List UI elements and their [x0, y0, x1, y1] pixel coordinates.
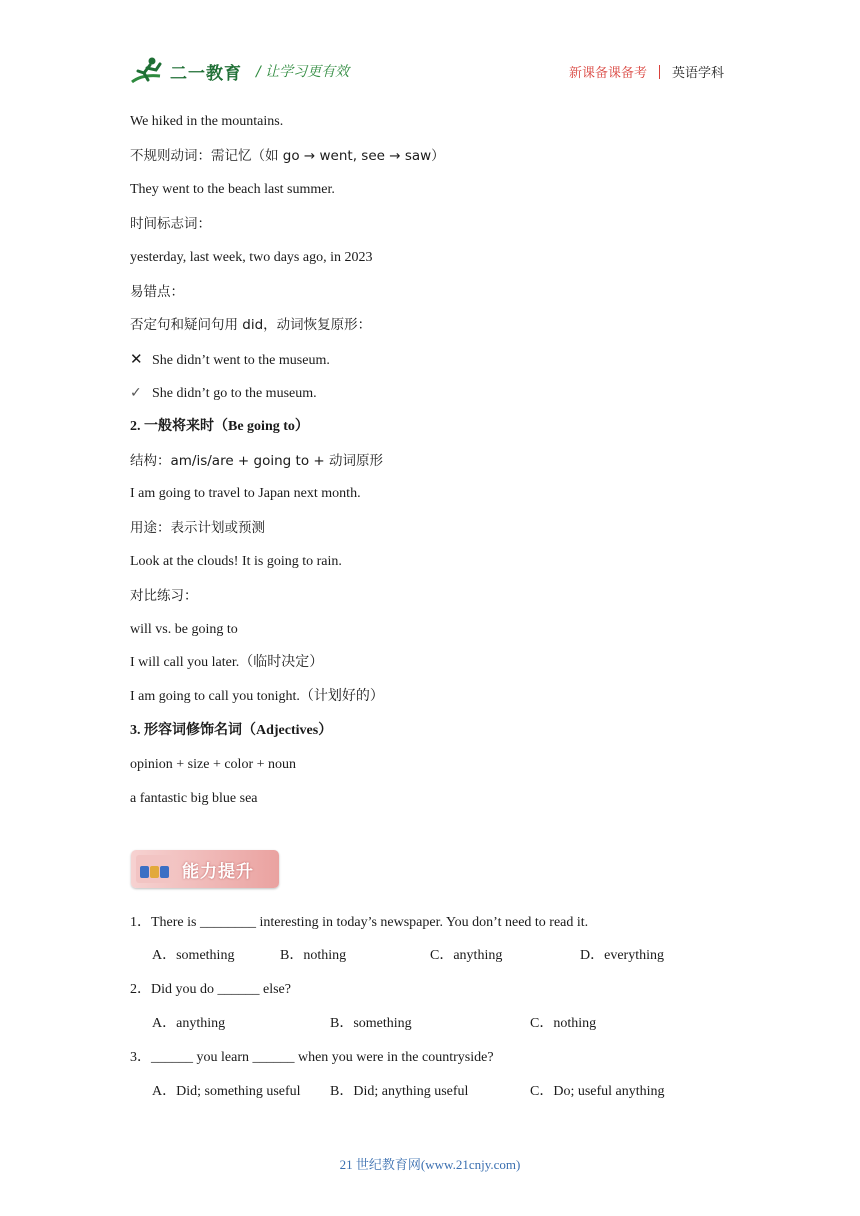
- runner-logo-icon: [130, 56, 168, 86]
- text-line: 用途：表示计划或预测: [130, 520, 265, 536]
- question-option: B．nothing: [280, 948, 347, 963]
- text-line: 时间标志词：: [130, 216, 211, 232]
- correct-example-text: She didn’t go to the museum.: [152, 386, 317, 401]
- check-icon: ✓: [130, 385, 142, 401]
- section-heading: 3. 形容词修饰名词（Adjectives）: [130, 723, 333, 738]
- subject-label: 英语学科: [671, 66, 724, 81]
- question-option: A．something: [152, 948, 235, 963]
- question-option: D．everything: [580, 948, 664, 963]
- question-option: B．Did; anything useful: [330, 1084, 469, 1099]
- question-option: C．Do; useful anything: [530, 1084, 665, 1099]
- question-stem: 3．______ you learn ______ when you were in the countryside?: [130, 1050, 494, 1065]
- header-right: [569, 62, 724, 81]
- slogan: / 让学习更有效: [256, 64, 350, 80]
- text-line: I am going to call you tonight.（计划好的）: [130, 689, 384, 704]
- question-option: B．something: [330, 1016, 412, 1031]
- text-line: 不规则动词：需记忆（如 go → went, see → saw）: [130, 148, 445, 164]
- text-line: 否定句和疑问句用 did，动词恢复原形：: [130, 317, 372, 333]
- page-footer: 21 世纪教育网(www.21cnjy.com): [339, 1157, 521, 1172]
- logo-text: 二一教育: [170, 63, 242, 84]
- text-line: I am going to travel to Japan next month.: [130, 486, 361, 501]
- correct-example: [130, 384, 317, 403]
- course-label: 新课备课备考: [568, 66, 647, 81]
- wrong-example: [130, 350, 330, 370]
- text-line: will vs. be going to: [130, 622, 238, 637]
- text-line: We hiked in the mountains.: [130, 114, 284, 129]
- section-badge-label: 能力提升: [182, 861, 254, 882]
- question-option: C．nothing: [530, 1016, 597, 1031]
- text-line: yesterday, last week, two days ago, in 2023: [130, 250, 373, 265]
- question-stem: 1．There is ________ interesting in today’s newspaper. You don’t need to read it.: [130, 915, 589, 930]
- cross-icon: ✕: [130, 350, 143, 368]
- text-line: a fantastic big blue sea: [130, 791, 258, 806]
- question-option: A．Did; something useful: [152, 1084, 301, 1099]
- page-header: [0, 0, 860, 100]
- question-stem: 2．Did you do ______ else?: [130, 982, 291, 997]
- text-line: I will call you later.（临时决定）: [130, 655, 324, 670]
- presentation-icon: [136, 855, 172, 883]
- text-line: opinion + size + color + noun: [130, 757, 296, 772]
- section-heading: 2. 一般将来时（Be going to）: [130, 419, 309, 434]
- question-option: A．anything: [152, 1016, 226, 1031]
- logo: [130, 56, 242, 86]
- header-divider: [659, 65, 660, 79]
- section-badge: [131, 850, 279, 888]
- question-option: C．anything: [430, 948, 503, 963]
- text-line: 对比练习：: [130, 588, 198, 604]
- text-line: Look at the clouds! It is going to rain.: [130, 554, 342, 569]
- wrong-example-text: She didn’t went to the museum.: [152, 353, 330, 368]
- text-line: 易错点：: [130, 284, 184, 300]
- text-line: They went to the beach last summer.: [130, 182, 335, 197]
- text-line: 结构：am/is/are + going to + 动词原形: [130, 453, 383, 469]
